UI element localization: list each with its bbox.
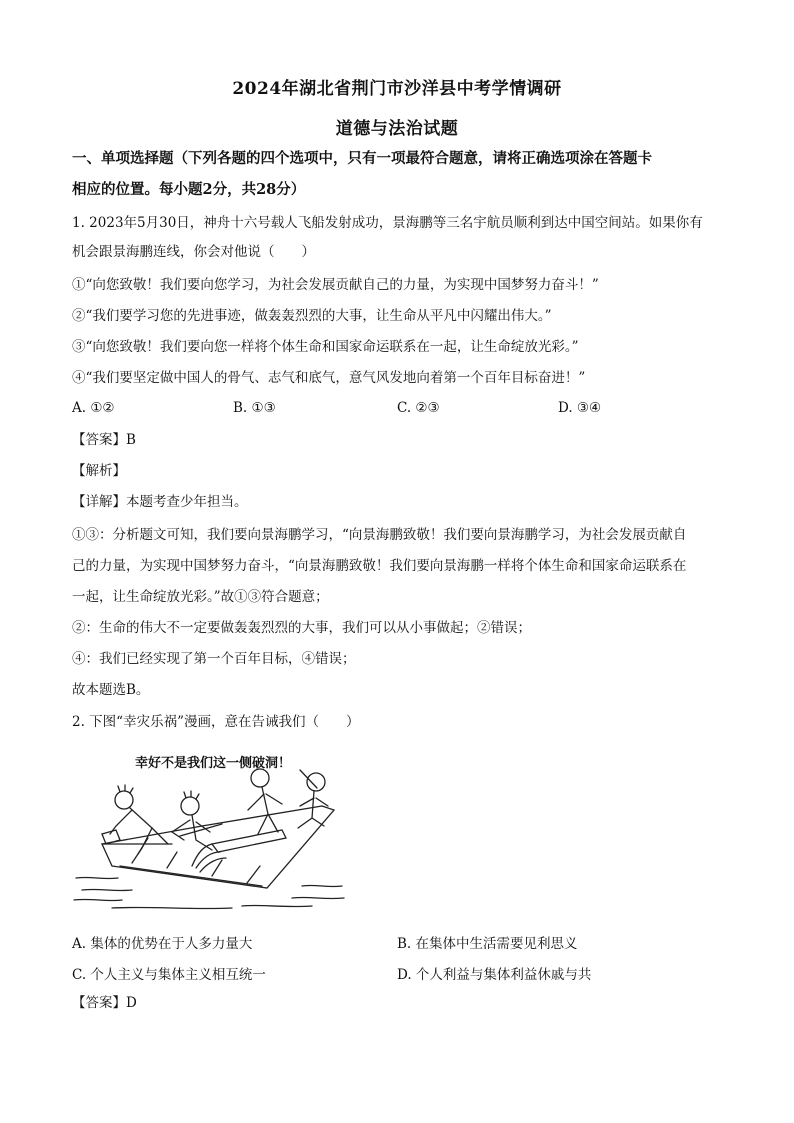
q1-stem-line1: 1. 2023年5月30日，神舟十六号载人飞船发射成功，景海鹏等三名宇航员顺利到达中国空间站。如果你有: [72, 215, 703, 231]
q1-item-2: ②“我们要学习您的先进事迹，做轰轰烈烈的大事，让生命从平凡中闪耀出伟大。”: [72, 308, 552, 324]
q1-explanation-line2: 己的力量，为实现中国梦努力奋斗，“向景海鹏致敬！我们要向景海鹏一样将个体生命和国家命运联系在: [72, 558, 687, 574]
q1-option-c: C. ②③: [397, 400, 440, 416]
q1-item-1: ①“向您致敬！我们要向您学习，为社会发展贡献自己的力量，为实现中国梦努力奋斗！”: [72, 277, 599, 293]
section-heading-line2: 相应的位置。每小题2分，共28分）: [72, 181, 306, 198]
q1-item-4: ④“我们要坚定做中国人的骨气、志气和底气，意气风发地向着第一个百年目标奋进！”: [72, 370, 586, 386]
q1-option-a: A. ①②: [72, 400, 115, 416]
q2-option-c: C. 个人主义与集体主义相互统一: [72, 967, 266, 983]
page-subtitle: 道德与法治试题: [335, 119, 459, 139]
q2-option-b: B. 在集体中生活需要见利思义: [397, 936, 578, 952]
q2-option-a: A. 集体的优势在于人多力量大: [72, 936, 253, 952]
q2-stem: 2. 下图“幸灾乐祸”漫画，意在告诫我们（ ）: [72, 714, 360, 730]
q1-option-b: B. ①③: [233, 400, 276, 416]
section-heading-line1: 一、单项选择题（下列各题的四个选项中，只有一项最符合题意，请将正确选项涂在答题卡: [72, 150, 652, 167]
q2-answer: 【答案】D: [72, 995, 137, 1011]
q1-explanation-line5: ④：我们已经实现了第一个百年目标，④错误；: [72, 651, 356, 667]
q1-explanation-line1: ①③：分析题文可知，我们要向景海鹏学习，“向景海鹏致敬！我们要向景海鹏学习，为社会发展贡献自: [72, 527, 687, 543]
q1-explanation-line3: 一起，让生命绽放光彩。”故①③符合题意；: [72, 589, 329, 605]
cartoon-caption: 幸好不是我们这一侧破洞！: [135, 756, 292, 771]
boat-cartoon-illustration: [72, 748, 347, 913]
q1-analysis-label: 【解析】: [72, 463, 126, 479]
q1-option-d: D. ③④: [558, 400, 602, 416]
q2-option-d: D. 个人利益与集体利益休戚与共: [397, 967, 592, 983]
q1-conclusion: 故本题选B。: [72, 682, 150, 698]
q1-explanation-line4: ②：生命的伟大不一定要做轰轰烈烈的大事，我们可以从小事做起；②错误；: [72, 620, 531, 636]
q1-stem-line2: 机会跟景海鹏连线，你会对他说（ ）: [72, 244, 315, 260]
q1-answer: 【答案】B: [72, 432, 136, 448]
q1-item-3: ③“向您致敬！我们要向您一样将个体生命和国家命运联系在一起，让生命绽放光彩。”: [72, 339, 579, 355]
page-title: 2024年湖北省荆门市沙洋县中考学情调研: [232, 79, 562, 99]
q1-detail: 【详解】本题考查少年担当。: [72, 494, 248, 510]
